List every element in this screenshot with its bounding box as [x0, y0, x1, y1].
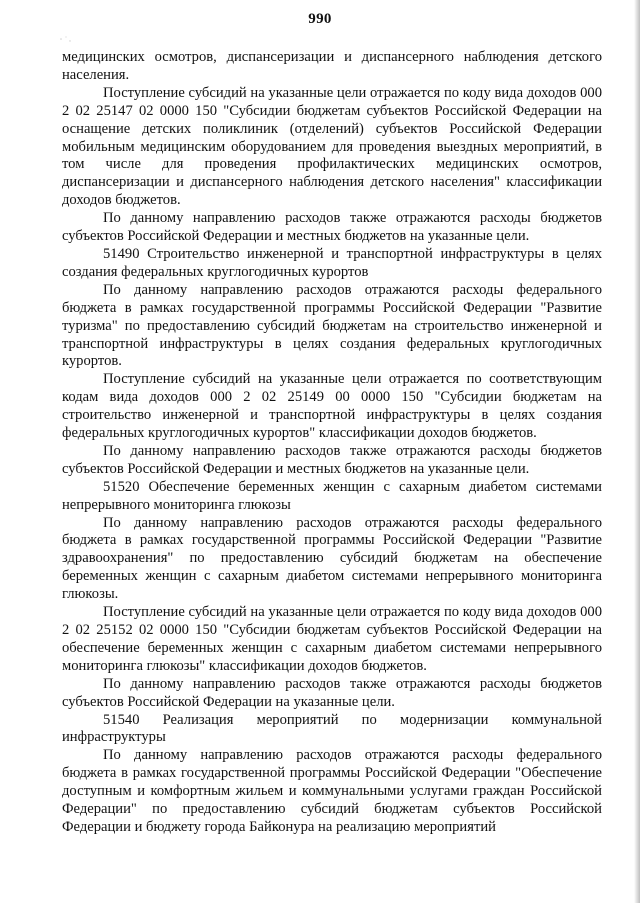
paragraph: По данному направлению расходов отражаются расходы федерального бюджета в рамках государственной программы Российской Федерации "Развитие туризма" по предоставлению субсидий бюджетам на строительство инженерной и транспортной инфраструктуры в целях создания федеральных круглогодичных курортов. — [62, 281, 602, 370]
scan-artifact-icon — [58, 35, 74, 45]
paragraph: По данному направлению расходов также отражаются расходы бюджетов субъектов Российской Федерации и местных бюджетов на указанные цели. — [62, 210, 602, 245]
paragraph: Поступление субсидий на указанные цели отражается по соответствующим кодам вида доходов 000 2 02 25149 00 0000 150 "Субсидии бюджетам на строительство инженерной и транспортной инфраструктуры в целях создания федеральных круглогодичных курортов" классификации доходов бюджетов. — [62, 371, 602, 442]
paragraph: Поступление субсидий на указанные цели отражается по коду вида доходов 000 2 02 25152 02 0000 150 "Субсидии бюджетам субъектов Российской Федерации на обеспечение беременных женщин с сахарным диабетом системами непрерывного мониторинга глюкозы" классификации доходов бюджетов. — [62, 604, 602, 674]
paragraph: По данному направлению расходов также отражаются расходы бюджетов субъектов Российской Федерации и местных бюджетов на указанные цели. — [62, 442, 602, 477]
page-number: 990 — [308, 11, 332, 27]
document-body — [62, 49, 602, 837]
paragraph: По данному направлению расходов также отражаются расходы бюджетов субъектов Российской Федерации на указанные цели. — [62, 675, 602, 710]
paragraph: Поступление субсидий на указанные цели отражается по коду вида доходов 000 2 02 25147 02 0000 150 "Субсидии бюджетам субъектов Российской Федерации на оснащение детских поликлиник (отделений) субъектов Российской Федерации мобильным медицинским оборудованием для проведения выездных мероприятий, в том числе для проведения профилактических медицинских осмотров, диспансеризации и диспансерного наблюдения детского населения" классификации доходов бюджетов. — [62, 84, 602, 209]
paragraph-continuation: медицинских осмотров, диспансеризации и диспансерного наблюдения детского населения. — [62, 49, 602, 83]
section-heading: 51540 Реализация мероприятий по модернизации коммунальной инфраструктуры — [62, 711, 602, 746]
scan-edge-shadow — [634, 0, 640, 903]
section-heading: 51520 Обеспечение беременных женщин с сахарным диабетом системами непрерывного мониторинга глюкозы — [62, 478, 602, 513]
paragraph: По данному направлению расходов отражаются расходы федерального бюджета в рамках государственной программы Российской Федерации "Развитие здравоохранения" по предоставлению субсидий бюджетам на обеспечение беременных женщин с сахарным диабетом системами непрерывного мониторинга глюкозы. — [62, 514, 602, 603]
section-heading: 51490 Строительство инженерной и транспортной инфраструктуры в целях создания федеральных круглогодичных курортов — [62, 245, 602, 280]
paragraph: По данному направлению расходов отражаются расходы федерального бюджета в рамках государственной программы Российской Федерации "Обеспечение доступным и комфортным жильем и коммунальными услугами граждан Российской Федерации" по предоставлению субсидий бюджетам субъектов Российской Федерации и бюджету города Байконура на реализацию мероприятий — [62, 747, 602, 835]
